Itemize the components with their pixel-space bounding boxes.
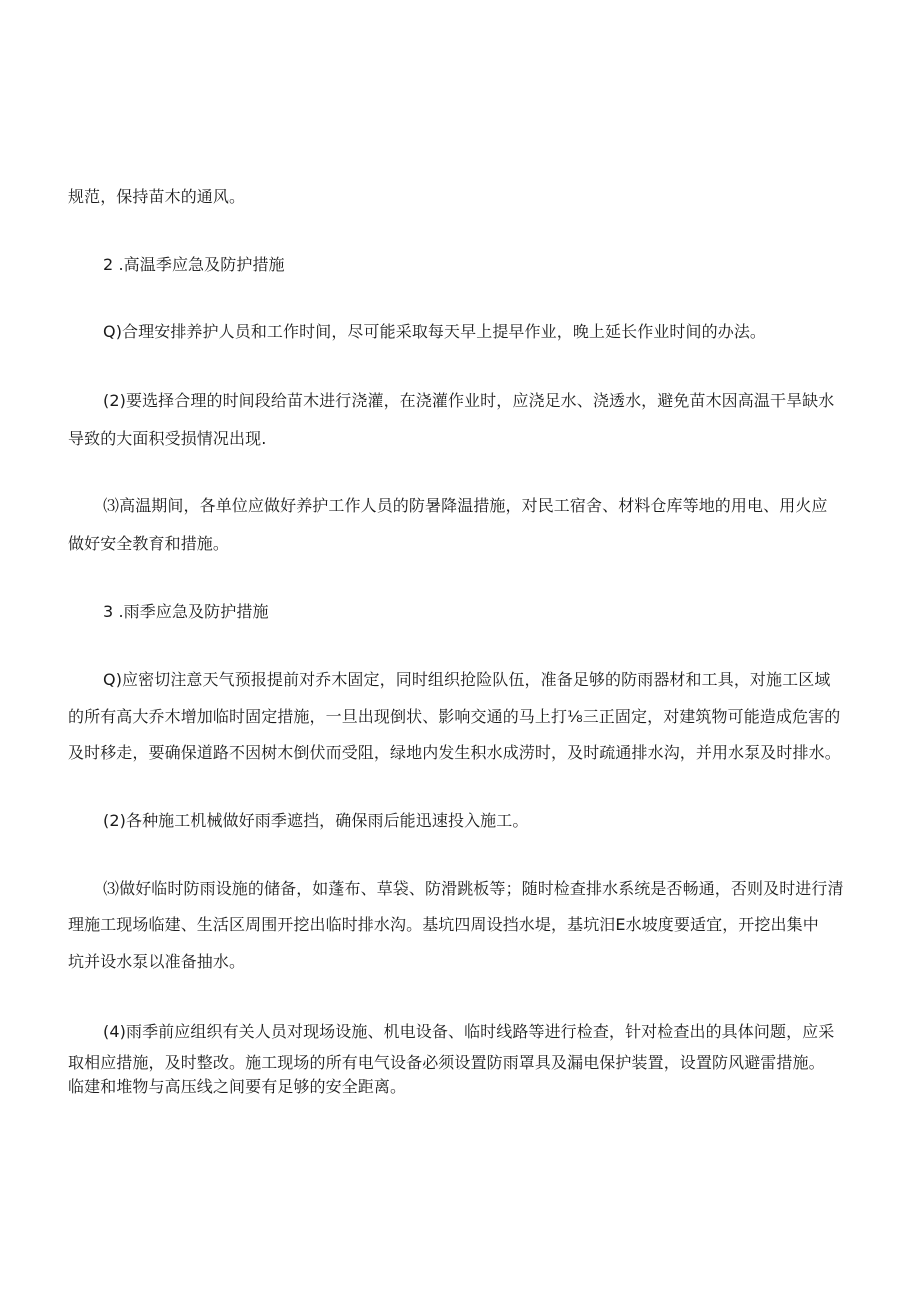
high-temp-item-3-line-2: 做好安全教育和措施。 [68, 534, 230, 553]
rainy-item-3-line-3: 坑并设水泵以准备抽水。 [68, 952, 246, 971]
section-heading-rainy-season: 3 .雨季应急及防护措施 [103, 602, 269, 621]
rainy-item-1-line-1: Q)应密切注意天气预报提前对乔木固定，同时组织抢险队伍，准备足够的防雨器材和工具，对施工区域 [103, 670, 831, 689]
rainy-item-1-line-3: 及时移走，要确保道路不因树木倒伏而受阻，绿地内发生积水成涝时，及时疏通排水沟，并用水泵及时排水。 [68, 743, 841, 762]
rainy-item-4-line-1: (4)雨季前应组织有关人员对现场设施、机电设备、临时线路等进行检查，针对检查出的具体问题，应采 [103, 1022, 835, 1041]
section-heading-high-temperature: 2 .高温季应急及防护措施 [103, 255, 285, 274]
rainy-item-4-line-2: 取相应措施，及时整改。施工现场的所有电气设备必须设置防雨罩具及漏电保护装置，设置防风避雷措施。 [68, 1053, 825, 1072]
high-temp-item-2-line-2: 导致的大面积受损情况出现. [68, 429, 267, 448]
high-temp-item-1: Q)合理安排养护人员和工作时间，尽可能采取每天早上提早作业，晚上延长作业时间的办法。 [103, 322, 767, 341]
rainy-item-2: (2)各种施工机械做好雨季遮挡，确保雨后能迅速投入施工。 [103, 811, 529, 830]
high-temp-item-2-line-1: (2)要选择合理的时间段给苗木进行浇灌，在浇灌作业时，应浇足水、浇透水，避免苗木因高温干旱缺水 [103, 391, 835, 410]
rainy-item-1-line-2: 的所有高大乔木增加临时固定措施，一旦出现倒状、影响交通的马上打⅛三正固定，对建筑物可能造成危害的 [68, 707, 841, 726]
rainy-item-3-line-1: ⑶做好临时防雨设施的储备，如蓬布、草袋、防滑跳板等；随时检查排水系统是否畅通，否则及时进行清 [103, 879, 844, 898]
paragraph-continuation: 规范，保持苗木的通风。 [68, 187, 246, 206]
rainy-item-3-line-2: 理施工现场临建、生活区周围开挖出临时排水沟。基坑四周设挡水堤，基坑汨E水坡度要适宜，开挖出集中 [68, 915, 819, 934]
rainy-item-4-line-3: 临建和堆物与高压线之间要有足够的安全距离。 [68, 1077, 407, 1096]
high-temp-item-3-line-1: ⑶高温期间，各单位应做好养护工作人员的防暑降温措施，对民工宿舍、材料仓库等地的用电、用火应 [103, 496, 828, 515]
